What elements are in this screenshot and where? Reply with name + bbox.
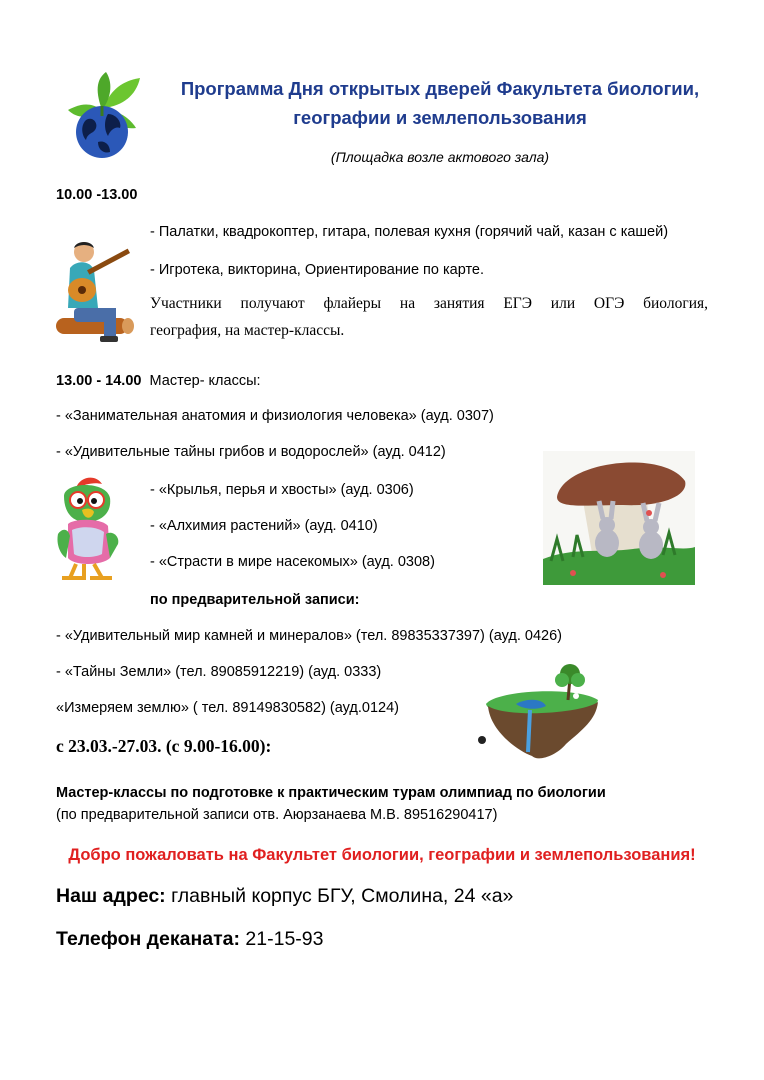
prereg-item: - «Тайны Земли» (тел. 89085912219) (ауд. 0333) xyxy=(56,664,382,680)
address-line xyxy=(56,885,513,908)
address-label: Наш адрес: xyxy=(56,885,166,907)
page-title: Программа Дня открытых дверей Факультета биологии, географии и землепользования xyxy=(180,78,700,128)
session1-item: - Палатки, квадрокоптер, гитара, полевая кухня (горячий чай, казан с кашей) xyxy=(150,224,669,240)
flyer-line: Участники получают флайеры на занятия ЕГЭ или ОГЭ биология, xyxy=(150,295,708,312)
class-item: - «Крылья, перья и хвосты» (ауд. 0306) xyxy=(150,482,414,498)
class-item: - «Занимательная анатомия и физиология человека» (ауд. 0307) xyxy=(56,408,494,424)
welcome-banner: Добро пожаловать на Факультет биологии, географии и землепользования! xyxy=(68,846,696,864)
olympiad-dates: с 23.03.-27.03. (с 9.00-16.00): xyxy=(56,736,272,756)
session1-item: - Игротека, викторина, Ориентирование по карте. xyxy=(150,262,485,278)
prereg-item: - «Удивительный мир камней и минералов» (тел. 89835337397) (ауд. 0426) xyxy=(56,628,563,644)
mushroom-bunnies-illustration xyxy=(543,451,695,585)
session2-label: Мастер- классы: xyxy=(149,373,261,389)
floating-island-illustration xyxy=(476,660,606,764)
prereg-heading: по предварительной записи: xyxy=(150,592,360,608)
venue-subtitle: (Площадка возле актового зала) xyxy=(330,149,550,165)
prereg-item: «Измеряем землю» ( тел. 89149830582) (ауд.0124) xyxy=(56,700,400,716)
parrot-illustration xyxy=(50,474,126,586)
session2-time: 13.00 - 14.00 xyxy=(56,373,142,389)
guitarist-illustration xyxy=(52,238,136,344)
class-item: - «Удивительные тайны грибов и водорослей» (ауд. 0412) xyxy=(56,444,446,460)
phone-label: Телефон деканата: xyxy=(56,928,241,950)
flyer-line: география, на мастер-классы. xyxy=(150,322,345,339)
session2-heading xyxy=(56,372,261,390)
phone-value: 21-15-93 xyxy=(240,928,324,950)
session1-time: 10.00 -13.00 xyxy=(56,187,138,203)
class-item: - «Страсти в мире насекомых» (ауд. 0308) xyxy=(150,554,435,570)
address-value: главный корпус БГУ, Смолина, 24 «а» xyxy=(165,885,514,907)
globe-plant-icon xyxy=(58,70,146,162)
phone-line xyxy=(56,928,324,951)
olympiad-note: (по предварительной записи отв. Аюрзанаева М.В. 89516290417) xyxy=(56,807,498,823)
class-item: - «Алхимия растений» (ауд. 0410) xyxy=(150,518,378,534)
olympiad-title: Мастер-классы по подготовке к практическим турам олимпиад по биологии xyxy=(56,785,606,801)
